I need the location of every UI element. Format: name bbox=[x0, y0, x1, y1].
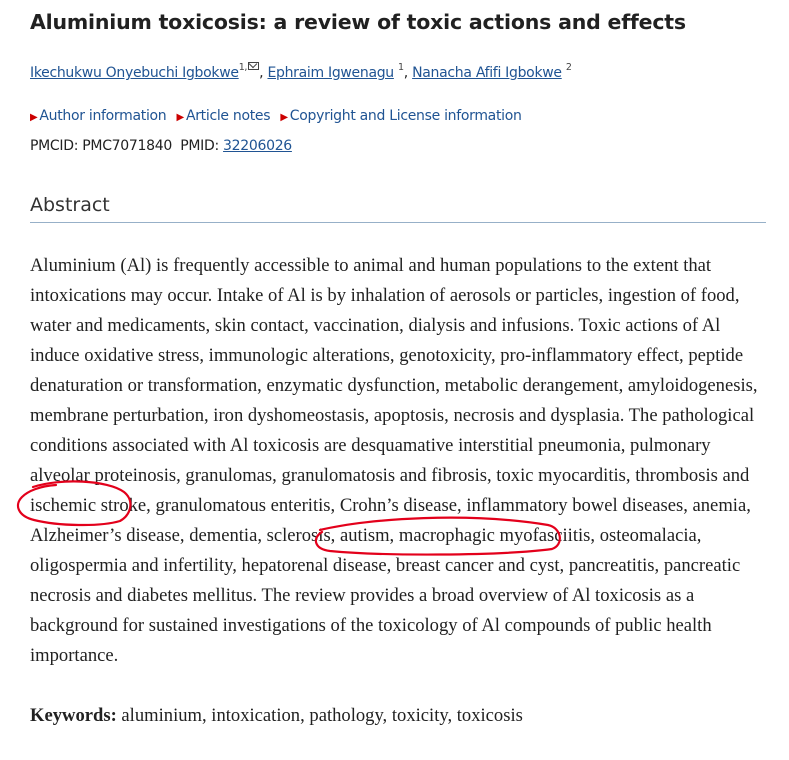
pmid-link[interactable]: 32206026 bbox=[223, 138, 292, 154]
author-link-2[interactable]: Ephraim Igwenagu bbox=[267, 65, 394, 81]
abstract-body: Aluminium (Al) is frequently accessible to animal and human populations to the extent that intoxications may occur. Intake of Al is by inhalation of aerosols or particles, ingestion of food, water and medicaments, skin contact, vaccination, dialysis and infusions. Toxic actions of Al induce oxidative stress, immunologic alterations, genotoxicity, pro-inflammatory effect, peptide denaturation or transformation, enzymatic dysfunction, metabolic derangement, amyloidogenesis, membrane perturbation, iron dyshomeostasis, apoptosis, necrosis and dysplasia. The pathological conditions associated with Al toxicosis are desquamative interstitial pneumonia, pulmonary alveolar proteinosis, granulomas, granulomatosis and fibrosis, toxic myocarditis, thrombosis and ischemic stroke, granulomatous enteritis, Crohn’s disease, inflammatory bowel diseases, anemia, Alzheimer’s disease, dementia, sclerosis, autism, macrophagic myofasciitis, osteomalacia, oligospermia and infertility, hepatorenal disease, breast cancer and cyst, pancreatitis, pancreatic necrosis and diabetes mellitus. The review provides a broad overview of Al toxicosis as a background for sustained investigations of the toxicology of Al compounds of public health importance. bbox=[30, 255, 758, 666]
abstract-heading: Abstract bbox=[30, 194, 110, 216]
pmcid: PMCID: PMC7071840 bbox=[30, 138, 172, 154]
toggle-label: Author information bbox=[39, 108, 167, 124]
triangle-right-icon: ▶ bbox=[176, 112, 184, 123]
affiliation-sup-3: 2 bbox=[565, 62, 572, 74]
affiliation-sup-1: 1, bbox=[238, 62, 248, 74]
triangle-right-icon: ▶ bbox=[280, 112, 288, 123]
toggle-copyright-license[interactable] bbox=[280, 108, 521, 124]
keywords-label: Keywords: bbox=[30, 705, 117, 726]
toggle-label: Article notes bbox=[185, 108, 271, 124]
article-title: Aluminium toxicosis: a review of toxic actions and effects bbox=[30, 10, 686, 34]
keywords-list: aluminium, intoxication, pathology, toxicity, toxicosis bbox=[121, 705, 523, 726]
keywords-line bbox=[30, 701, 523, 731]
toggle-author-information[interactable] bbox=[30, 108, 166, 124]
envelope-icon[interactable] bbox=[248, 62, 259, 70]
author-list: Ikechukwu Onyebuchi Igbokwe$^{1,}$ , Ephraim Igwenagu $^1$, Nanacha Afifi Igbokwe $^2$ bbox=[30, 62, 572, 81]
section-divider bbox=[30, 222, 766, 223]
article-info-toggles bbox=[30, 108, 528, 124]
affiliation-sup-2: 1 bbox=[398, 62, 404, 74]
pmid-label: PMID: bbox=[180, 138, 219, 154]
triangle-right-icon: ▶ bbox=[30, 112, 38, 123]
author-link-3[interactable]: Nanacha Afifi Igbokwe bbox=[412, 65, 562, 81]
toggle-article-notes[interactable] bbox=[177, 108, 271, 124]
toggle-label: Copyright and License information bbox=[289, 108, 522, 124]
article-identifiers bbox=[30, 138, 292, 154]
author-link-1[interactable]: Ikechukwu Onyebuchi Igbokwe bbox=[30, 65, 239, 81]
